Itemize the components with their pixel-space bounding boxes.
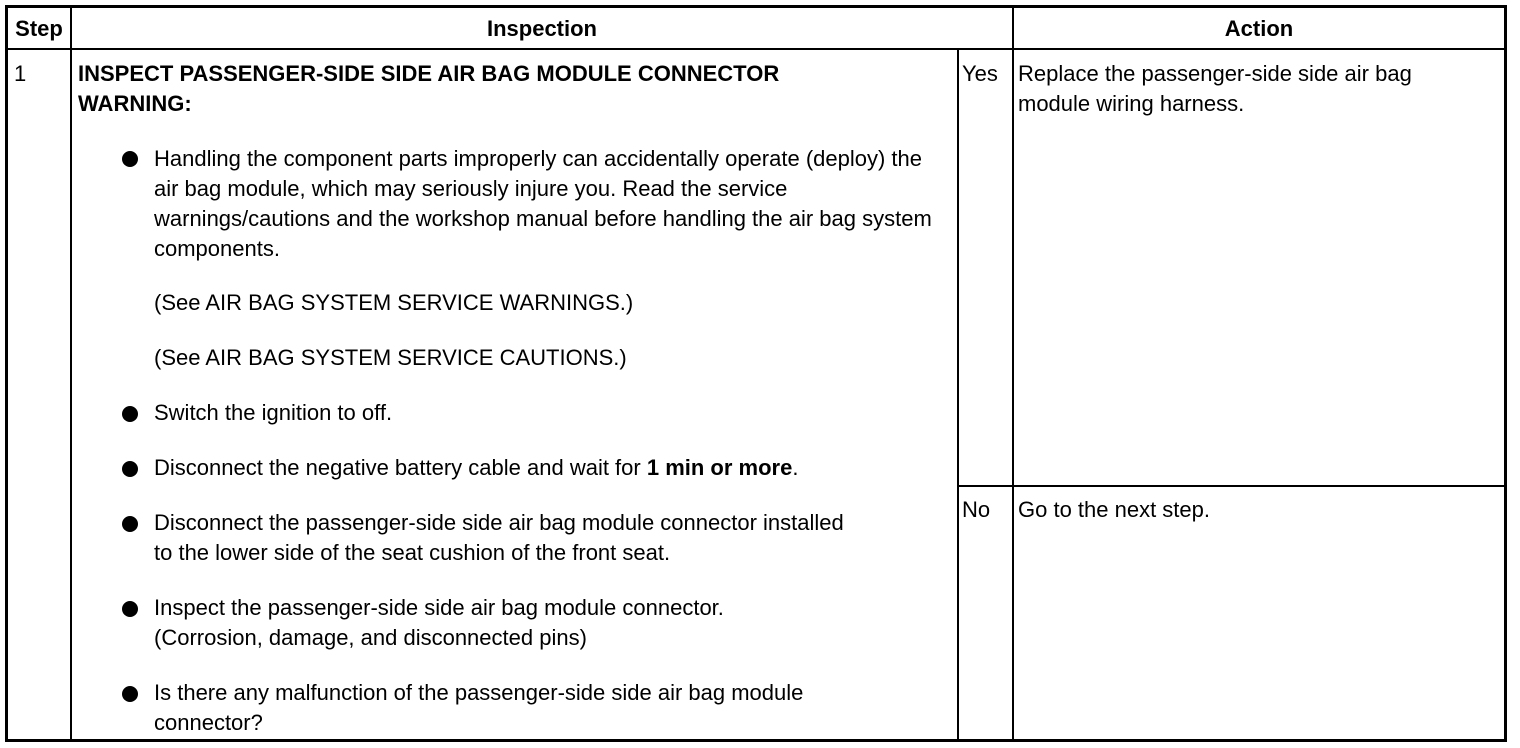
time-emphasis: 1 min or more <box>646 455 793 480</box>
header-inspection: Inspection <box>486 16 597 41</box>
inspection-title <box>78 59 918 119</box>
bullet-icon <box>122 686 138 702</box>
bullet-icon <box>122 406 138 422</box>
list-item-text: Disconnect the negative battery cable and wait for <box>154 455 647 480</box>
no-label: No <box>962 497 991 522</box>
list-item <box>154 453 944 483</box>
column-divider <box>1012 8 1014 739</box>
bullet-icon <box>122 151 138 167</box>
header-action: Action <box>1224 16 1294 41</box>
no-action: Go to the next step. <box>1018 497 1211 522</box>
yes-label: Yes <box>962 61 998 86</box>
list-item: (See AIR BAG SYSTEM SERVICE CAUTIONS.) <box>154 345 627 370</box>
list-item: Is there any malfunction of the passenger-side side air bag module connector? <box>154 680 804 735</box>
list-item: (See AIR BAG SYSTEM SERVICE WARNINGS.) <box>154 290 634 315</box>
inspection-table <box>5 5 1507 742</box>
bullet-icon <box>122 516 138 532</box>
bullet-icon <box>122 601 138 617</box>
list-item-text-end: . <box>792 455 799 480</box>
warning-label: WARNING: <box>78 91 192 116</box>
list-item: Disconnect the passenger-side side air bag module connector installed to the lower side of the seat cushion of the front seat. <box>154 510 844 565</box>
column-divider <box>957 48 959 739</box>
list-item: Handling the component parts improperly can accidentally operate (deploy) the air bag module, which may seriously injure you. Read the service warnings/cautions and the workshop manual before handling the air bag system components. <box>154 146 932 261</box>
step-number: 1 <box>14 61 27 86</box>
inspection-title-line1: INSPECT PASSENGER-SIDE SIDE AIR BAG MODULE CONNECTOR <box>78 61 780 86</box>
column-divider <box>70 8 72 739</box>
list-item: Inspect the passenger-side side air bag module connector. (Corrosion, damage, and disconnected pins) <box>154 595 724 650</box>
yes-no-divider <box>957 485 1504 487</box>
header-step: Step <box>15 16 63 41</box>
list-item: Switch the ignition to off. <box>154 400 393 425</box>
bullet-icon <box>122 461 138 477</box>
yes-action: Replace the passenger-side side air bag module wiring harness. <box>1018 61 1412 116</box>
